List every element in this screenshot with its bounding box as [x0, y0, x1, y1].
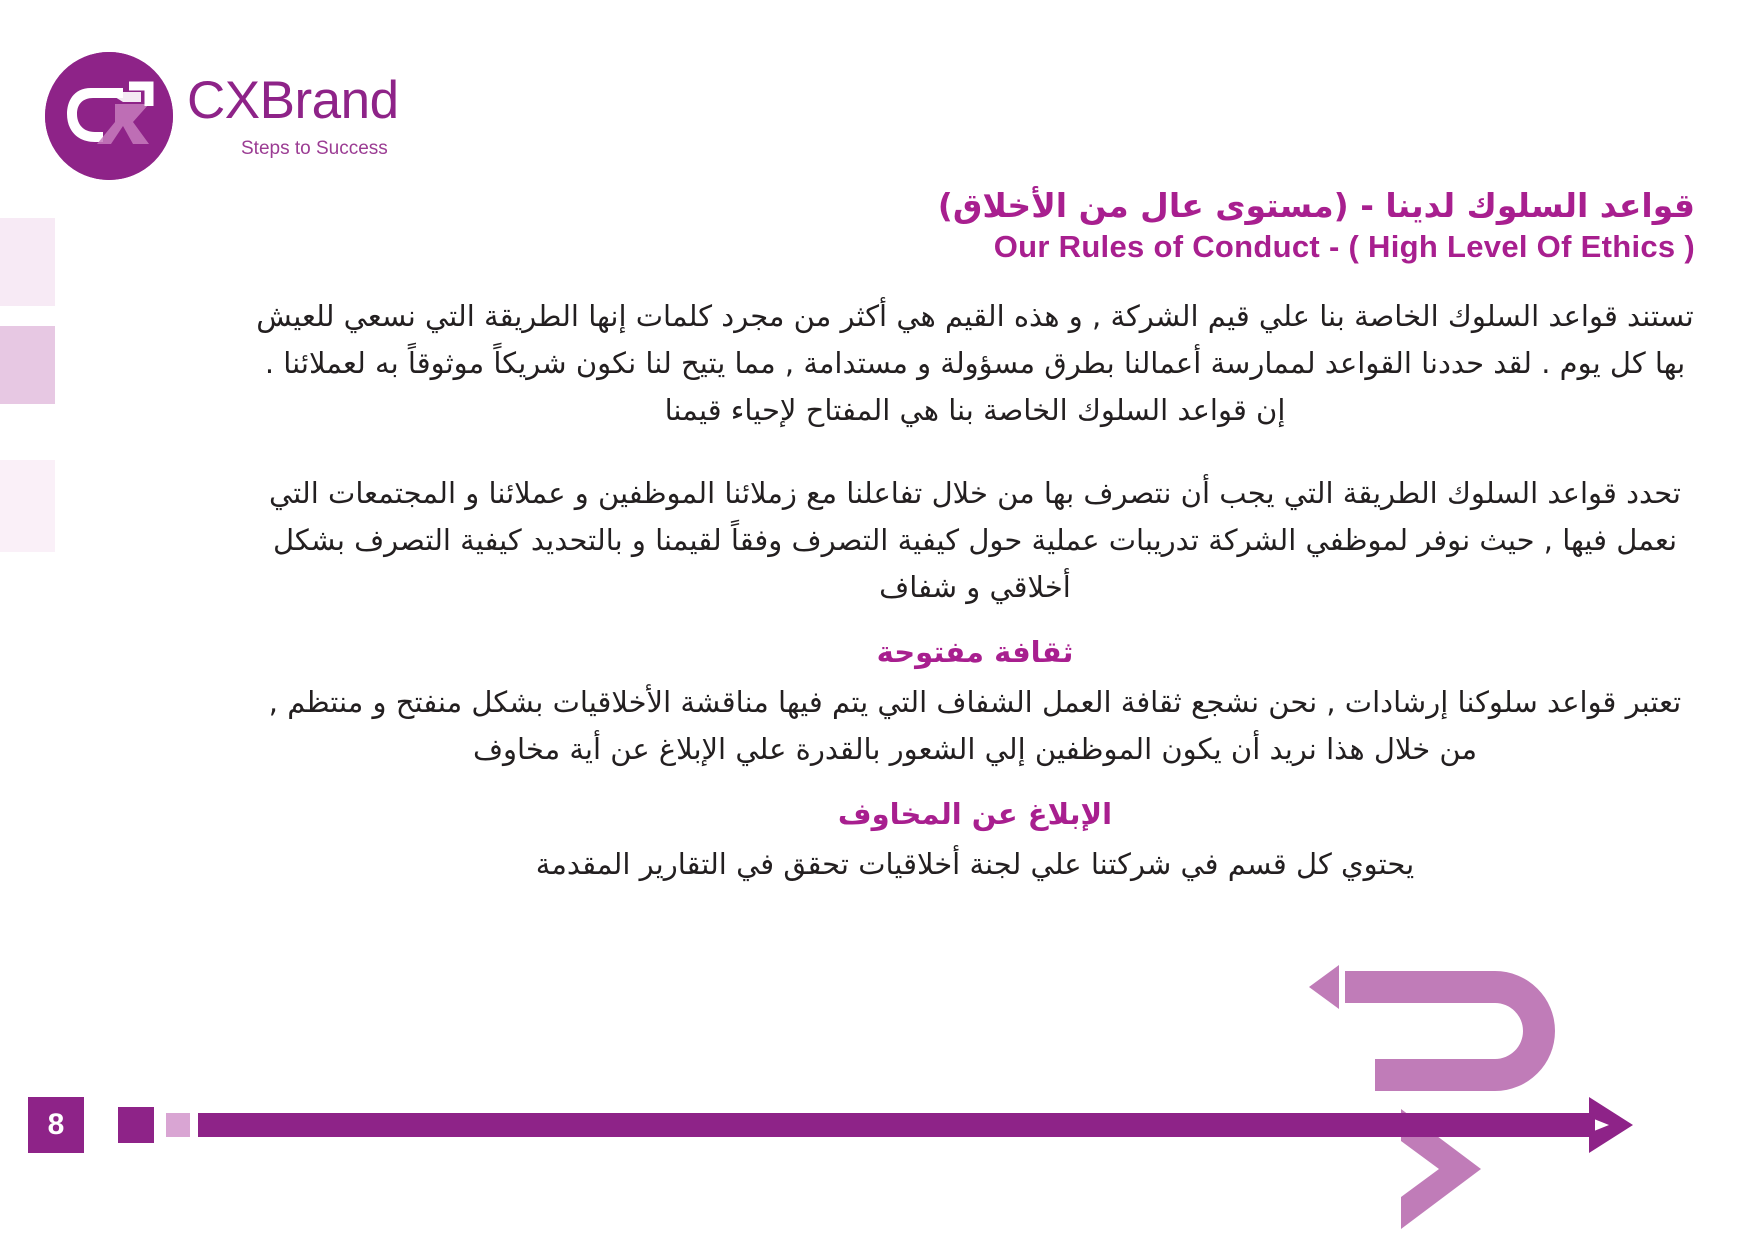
decorative-square-1	[0, 218, 55, 306]
intro-paragraph-2: تحدد قواعد السلوك الطريقة التي يجب أن نتصرف بها من خلال تفاعلنا مع زملائنا الموظفين و عملائنا و المجتمعات التي نعمل فيها , حيث نوفر لموظفي الشركة تدريبات عملية حول كيفية التصرف وفقاً لقيمنا و بالتحديد كيفية التصرف بشكل أخلاقي و شفاف	[268, 475, 1681, 604]
decorative-square-2	[0, 326, 55, 404]
footer-square-dark	[118, 1107, 154, 1143]
page-number: 8	[28, 1097, 84, 1153]
slide-title-arabic: قواعد السلوك لدينا - (مستوى عال من الأخلاق)	[937, 186, 1695, 225]
cx-monogram-icon	[45, 52, 173, 180]
section-body-reporting-concerns: يحتوي كل قسم في شركتنا علي لجنة أخلاقيات تحقق في التقارير المقدمة	[535, 846, 1415, 881]
logo-tagline: Steps to Success	[241, 138, 388, 159]
slide-title-english: Our Rules of Conduct - ( High Level Of Ethics )	[993, 229, 1695, 265]
section-body-open-culture: تعتبر قواعد سلوكنا إرشادات , نحن نشجع ثقافة العمل الشفاف التي يتم فيها مناقشة الأخلاقيات بشكل منفتح و منتظم , من خلال هذا نريد أن يكون الموظفين إلي الشعور بالقدرة علي الإبلاغ عن أية مخاوف	[268, 684, 1682, 766]
footer-bar	[0, 1097, 1755, 1153]
footer-rule	[198, 1113, 1595, 1137]
footer-square-light	[166, 1113, 190, 1137]
decorative-square-3	[0, 460, 55, 552]
slide-content	[255, 185, 1695, 908]
section-heading-open-culture: ثقافة مفتوحة	[876, 634, 1074, 669]
intro-paragraph-1: تستند قواعد السلوك الخاصة بنا علي قيم الشركة , و هذه القيم هي أكثر من مجرد كلمات إنها الطريقة التي نسعي للعيش بها كل يوم . لقد حددنا القواعد لممارسة أعمالنا بطرق مسؤولة و مستدامة , مما يتيح لنا نكون شريكاً موثوقاً به لعملائنا . إن قواعد السلوك الخاصة بنا هي المفتاح لإحياء قيمنا	[256, 299, 1694, 427]
brand-logo	[45, 52, 465, 182]
section-heading-reporting-concerns: الإبلاغ عن المخاوف	[837, 796, 1113, 831]
footer-arrow-icon	[1589, 1091, 1637, 1159]
logo-wordmark: CXBrand	[187, 71, 399, 130]
